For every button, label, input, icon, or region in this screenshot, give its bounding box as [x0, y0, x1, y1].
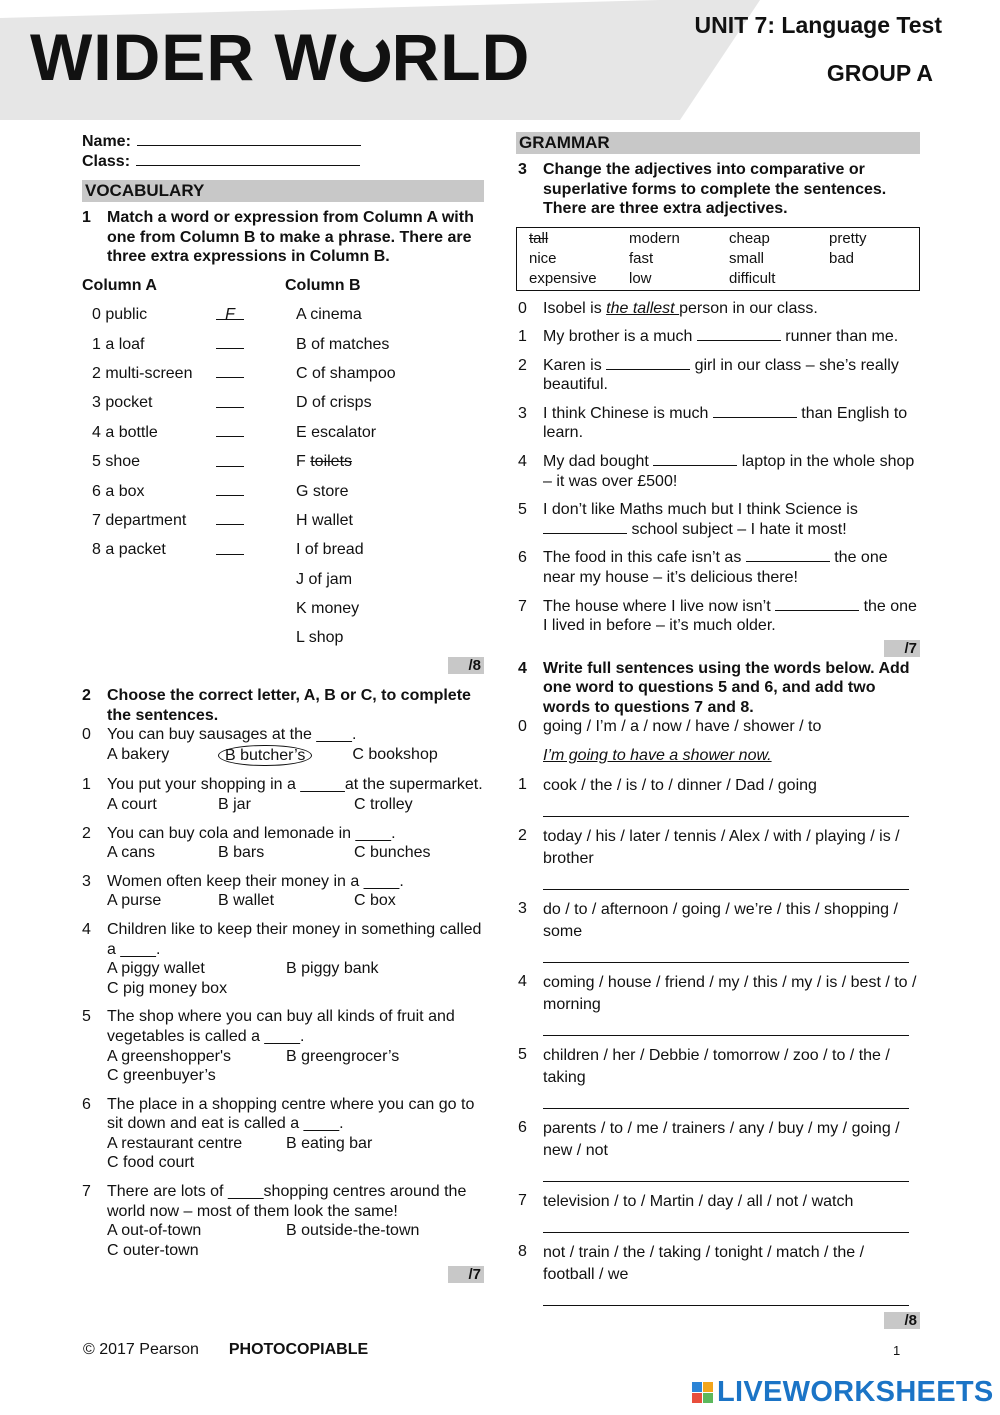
question-text: The shop where you can buy all kinds of fruit and vegetables is called a ____.	[107, 1008, 455, 1045]
answer-blank[interactable]	[216, 364, 244, 378]
column-b-item: I of bread	[296, 541, 364, 559]
scrambled-words: today / his / later / tennis / Alex / with / playing / is / brother	[543, 827, 900, 867]
q3-example-answer: the tallest	[606, 299, 680, 317]
right-column	[516, 130, 920, 1329]
match-row	[82, 418, 484, 447]
scrambled-words: not / train / the / taking / tonight / match / the / football / we	[543, 1243, 865, 1283]
q1-column-headers: Column A Column B	[82, 276, 361, 294]
answer-gap[interactable]	[713, 404, 797, 418]
option-c[interactable]: C greenbuyer’s	[107, 1067, 216, 1085]
answer-blank[interactable]	[216, 482, 244, 496]
match-row	[82, 477, 484, 506]
question-text: You can buy cola and lemonade in ____.	[107, 824, 396, 842]
option-a[interactable]: A piggy wallet	[107, 960, 205, 978]
match-row	[82, 389, 484, 418]
column-b-item: A cinema	[296, 306, 362, 324]
question-text: There are lots of ____shopping centres around the world now – most of them look the same!	[107, 1183, 467, 1220]
q2-item: 5 The shop where you can buy all kinds of fruit and vegetables is called a ____. A greenshopper's B greengrocer’s C greenbuyer’s	[82, 1007, 484, 1085]
scrambled-words: parents / to / me / trainers / any / buy / my / going / new / not	[543, 1119, 900, 1159]
group-label: GROUP A	[826, 60, 933, 86]
word-box-word	[829, 269, 919, 289]
option-c[interactable]: C pig money box	[107, 979, 228, 997]
scrambled-words: children / her / Debbie / tomorrow / zoo / to / the / taking	[543, 1046, 890, 1086]
answer-blank[interactable]	[216, 335, 244, 349]
match-row	[82, 565, 484, 594]
column-a-item: 7 department	[92, 511, 187, 529]
answer-blank[interactable]	[216, 423, 244, 437]
word-box-word: modern	[629, 229, 680, 247]
match-row	[82, 624, 484, 653]
column-b-item: D of crisps	[296, 394, 372, 412]
option-b[interactable]: B eating bar	[286, 1134, 373, 1152]
option-b[interactable]: B outside-the-town	[286, 1222, 420, 1240]
option-c[interactable]: C bookshop	[352, 745, 438, 763]
column-b-item: H wallet	[296, 511, 353, 529]
option-a[interactable]: A purse	[107, 892, 162, 910]
word-box-word: cheap	[729, 229, 770, 247]
answer-line[interactable]	[543, 1213, 909, 1233]
answer-blank[interactable]	[216, 541, 244, 555]
option-c[interactable]: C trolley	[354, 795, 413, 813]
match-row	[82, 506, 484, 535]
q4-example: 0 going / I’m / a / now / have / shower / to I’m going to have a shower now.	[518, 718, 822, 764]
option-c[interactable]: C bunches	[354, 844, 431, 862]
q2-items	[82, 725, 484, 1260]
option-a[interactable]: A court	[107, 795, 157, 813]
answer-blank[interactable]: F	[216, 306, 244, 320]
q4-item: 3 do / to / afternoon / going / we’re / this / shopping / some	[518, 899, 920, 963]
answer-blank[interactable]	[216, 511, 244, 525]
q4-item: 7 television / to / Martin / day / all / not / watch	[518, 1191, 920, 1233]
q4-item: 4 coming / house / friend / my / this / my / is / best / to / morning	[518, 972, 920, 1036]
answer-gap[interactable]	[775, 597, 859, 611]
question-text: Women often keep their money in a ____.	[107, 872, 404, 890]
question-text: You can buy sausages at the ____.	[107, 726, 357, 744]
q3-instruction: 3 Change the adjectives into comparative or superlative forms to complete the sentences. There are three extra adjectives.	[518, 161, 887, 217]
q4-item: 8 not / train / the / taking / tonight / match / the / football / we	[518, 1242, 920, 1306]
vocabulary-section-header: VOCABULARY	[82, 180, 484, 202]
word-box-word: fast	[629, 249, 654, 267]
match-row	[82, 594, 484, 623]
scrambled-words: television / to / Martin / day / all / not / watch	[543, 1192, 854, 1210]
answer-gap[interactable]	[697, 327, 781, 341]
q2-instruction: 2 Choose the correct letter, A, B or C, to complete the sentences.	[82, 687, 471, 724]
q3-score: /7	[516, 640, 920, 657]
answer-line[interactable]	[543, 1286, 909, 1306]
name-field-row: Name:	[82, 132, 484, 152]
adjective-word-box	[516, 227, 920, 291]
word-box-word: small	[729, 249, 765, 267]
word-box-word: difficult	[729, 269, 776, 287]
option-a[interactable]: A cans	[107, 844, 156, 862]
option-b[interactable]: B bars	[218, 844, 265, 862]
scrambled-words: coming / house / friend / my / this / my / is / best / to / morning	[543, 973, 917, 1013]
answer-line[interactable]	[543, 1089, 909, 1109]
column-a-item: 6 a box	[92, 482, 145, 500]
answer-blank[interactable]	[216, 394, 244, 408]
page-number: 1	[893, 1343, 901, 1358]
option-a[interactable]: A bakery	[107, 745, 170, 763]
column-b-item: L shop	[296, 629, 344, 647]
column-b-item: F toilets	[296, 453, 353, 471]
column-b-item: J of jam	[296, 570, 353, 588]
option-b[interactable]: B butcher’s	[218, 745, 312, 767]
photocopiable-label: PHOTOCOPIABLE	[228, 1341, 369, 1358]
q1-instruction: 1 Match a word or expression from Column A with one from Column B to make a phrase. There are three extra expressions in Column B.	[82, 209, 474, 265]
name-input-line[interactable]	[137, 132, 361, 146]
answer-blank[interactable]	[216, 453, 244, 467]
word-box-word: nice	[529, 249, 557, 267]
option-b[interactable]: B greengrocer’s	[286, 1047, 400, 1065]
question-text: Children like to keep their money in something called a ____.	[107, 920, 482, 958]
match-row	[82, 359, 484, 388]
q4-item: 2 today / his / later / tennis / Alex / with / playing / is / brother	[518, 826, 920, 890]
option-b[interactable]: B piggy bank	[286, 960, 379, 978]
question-text: The place in a shopping centre where you can go to sit down and eat is called a ____.	[107, 1095, 475, 1133]
q2-item: 4 Children like to keep their money in something called a ____. A piggy wallet B piggy bank C pig money box	[82, 920, 484, 998]
word-box-word: bad	[829, 249, 855, 267]
q3-item: 2 Karen is girl in our class – she’s really beautiful.	[518, 356, 899, 394]
logo-o-ring-icon	[340, 32, 390, 82]
class-input-line[interactable]	[136, 152, 360, 166]
option-a[interactable]: A out-of-town	[107, 1222, 202, 1240]
column-a-item: 5 shoe	[92, 453, 141, 471]
liveworksheets-logo-icon	[692, 1382, 713, 1403]
answer-line[interactable]	[543, 797, 909, 817]
q3-item: 6 The food in this cafe isn’t as the one near my house – it’s delicious there!	[518, 549, 888, 587]
column-a-item: 2 multi-screen	[92, 364, 193, 382]
q2-item: 3 Women often keep their money in a ____. A purse B wallet C box	[82, 872, 484, 911]
answer-line[interactable]	[543, 1016, 909, 1036]
match-row	[82, 301, 484, 330]
q3-item: 3 I think Chinese is much than English to learn.	[518, 404, 908, 442]
scrambled-words: cook / the / is / to / dinner / Dad / going	[543, 776, 817, 794]
q3-item: 4 My dad bought laptop in the whole shop – it was over £500!	[518, 453, 915, 490]
word-box-word: expensive	[529, 269, 597, 287]
column-a-item: 1 a loaf	[92, 335, 145, 353]
q4-example-answer: I’m going to have a shower now.	[543, 746, 772, 764]
answer-gap[interactable]	[653, 452, 737, 466]
column-a-item: 8 a packet	[92, 541, 166, 559]
q2-item: 2 You can buy cola and lemonade in ____. A cans B bars C bunches	[82, 824, 484, 863]
match-row	[82, 447, 484, 476]
column-b-item: E escalator	[296, 423, 377, 441]
q3-item: 1 My brother is a much runner than me.	[518, 328, 899, 346]
q4-score: /8	[516, 1312, 920, 1329]
match-row	[82, 330, 484, 359]
class-field-row: Class:	[82, 152, 484, 172]
option-b[interactable]: B jar	[218, 795, 251, 813]
q2-item: 0 You can buy sausages at the ____. A bakery B butcher’s C bookshop	[82, 725, 484, 766]
q4-instruction: 4 Write full sentences using the words below. Add one word to questions 5 and 6, and add two words to questions 7 and 8.	[518, 659, 910, 716]
q4-items	[518, 775, 920, 1306]
option-c[interactable]: C food court	[107, 1154, 195, 1172]
q3-item: 7 The house where I live now isn’t the one I lived in before – it’s much older.	[518, 597, 917, 635]
question-text: You put your shopping in a _____at the supermarket.	[107, 776, 483, 794]
q3-items	[518, 327, 920, 636]
q2-item: 1 You put your shopping in a _____at the supermarket. A court B jar C trolley	[82, 776, 483, 813]
q1-score: /8	[82, 657, 484, 674]
q4-item: 6 parents / to / me / trainers / any / buy / my / going / new / not	[518, 1118, 920, 1182]
answer-gap[interactable]	[606, 356, 690, 370]
wider-world-logo: WIDER W RLD	[30, 20, 531, 94]
q4-item: 5 children / her / Debbie / tomorrow / zoo / to / the / taking	[518, 1045, 920, 1109]
column-b-item: G store	[296, 482, 349, 500]
column-a-item: 4 a bottle	[92, 423, 158, 441]
q1-match-table	[82, 301, 484, 654]
q4-item: 1 cook / the / is / to / dinner / Dad / going	[518, 775, 920, 817]
q2-item: 6 The place in a shopping centre where you can go to sit down and eat is called a ____. A restaurant centre B eating bar C food court	[82, 1095, 484, 1173]
answer-gap[interactable]	[543, 520, 627, 534]
answer-line[interactable]	[543, 943, 909, 963]
grammar-section-header: GRAMMAR	[516, 132, 920, 154]
column-a-item: 0 public	[92, 306, 148, 324]
left-column	[82, 130, 484, 1283]
answer-line[interactable]	[543, 870, 909, 890]
column-b-item: K money	[296, 600, 360, 618]
word-box-word: low	[629, 269, 652, 287]
column-b-item: B of matches	[296, 335, 390, 353]
column-b-item: C of shampoo	[296, 364, 396, 382]
crossed-out-word: toilets	[310, 453, 353, 471]
q2-item: 7 There are lots of ____shopping centres around the world now – most of them look the same! A out-of-town B outside-the-town C outer-town	[82, 1182, 484, 1260]
word-box-word: tall	[529, 229, 549, 247]
answer-line[interactable]	[543, 1162, 909, 1182]
q2-score: /7	[82, 1266, 484, 1283]
option-a[interactable]: A restaurant centre	[107, 1134, 243, 1152]
q3-item: 5 I don’t like Maths much but I think Science is school subject – I hate it most!	[518, 501, 858, 538]
liveworksheets-brand: LIVEWORKSHEETS	[692, 1376, 994, 1409]
match-row	[82, 536, 484, 565]
footer	[83, 1341, 368, 1359]
option-c[interactable]: C box	[354, 892, 396, 910]
option-a[interactable]: A greenshopper's	[107, 1047, 232, 1065]
answer-gap[interactable]	[746, 548, 830, 562]
unit-title: UNIT 7: Language Test	[694, 12, 942, 38]
option-c[interactable]: C outer-town	[107, 1241, 199, 1259]
q3-example: 0 Isobel is the tallest person in our class.	[518, 299, 818, 317]
copyright: © 2017 Pearson	[83, 1341, 199, 1358]
word-box-word: pretty	[829, 229, 867, 247]
scrambled-words: do / to / afternoon / going / we’re / this / shopping / some	[543, 900, 898, 940]
option-b[interactable]: B wallet	[218, 892, 275, 910]
column-a-item: 3 pocket	[92, 394, 153, 412]
